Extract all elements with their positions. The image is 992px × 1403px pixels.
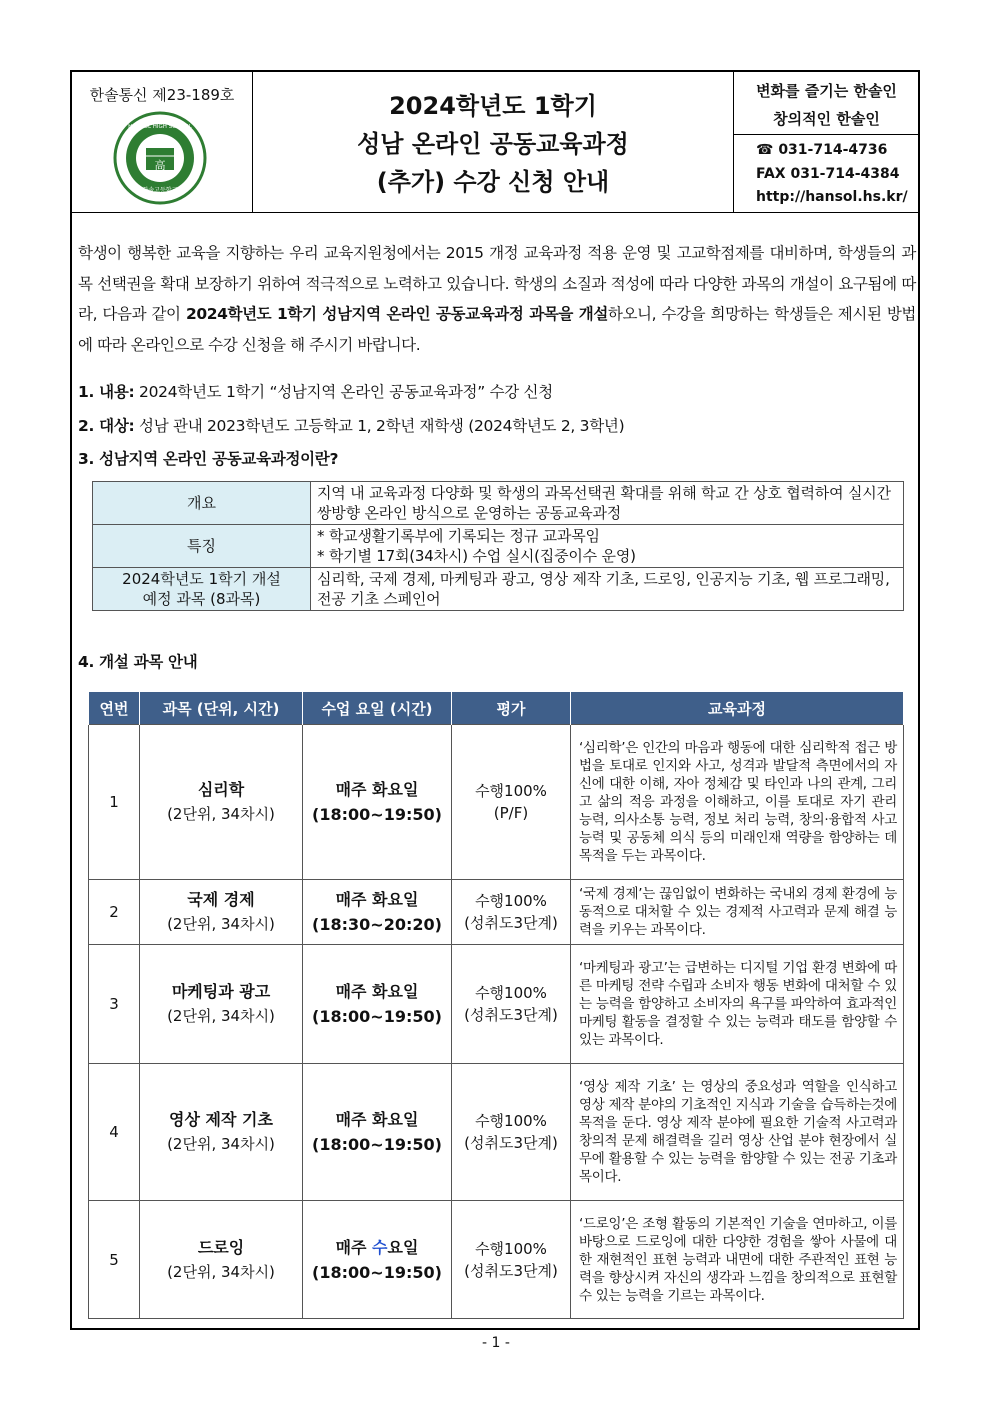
- fax-number: FAX 031-714-4384: [756, 166, 900, 182]
- course-time: (18:00~19:50): [312, 805, 442, 824]
- title-line-2: 성남 온라인 공동교육과정: [357, 130, 629, 158]
- course-time: (18:00~19:50): [312, 1135, 442, 1154]
- title-line-1: 2024학년도 1학기: [389, 92, 597, 120]
- course-name: 마케팅과 광고: [171, 982, 271, 1001]
- course-description: ‘드로잉’은 조형 활동의 기본적인 기술을 연마하고, 이를 바탕으로 드로잉에 대한 다양한 경험을 쌓아 사물에 대한 재현적인 표현 능력과 내면에 대한 주관적인 표현 능력을 향상시켜 자신의 생각과 느낌을 창의적으로 표현할 수 있는 능력을 기르는 과목이다.: [571, 1201, 904, 1319]
- course-schedule: [303, 725, 452, 880]
- page-number: - 1 -: [482, 1335, 510, 1351]
- course-eval-1: 수행100%: [475, 892, 547, 910]
- header-right-panel: [733, 72, 919, 212]
- newsletter-frame: [70, 70, 920, 1330]
- course-no: 5: [89, 1201, 140, 1319]
- course-day: 매주 화요일: [335, 780, 419, 799]
- course-description: ‘국제 경제’는 끊임없이 변화하는 국내외 경제 환경에 능동적으로 대처할 수 있는 경제적 사고력과 문제 해결 능력을 키우는 과목이다.: [571, 880, 904, 945]
- planned-courses-key-1: 2024학년도 1학기 개설: [122, 570, 281, 588]
- feature-line-1: * 학교생활기록부에 기록되는 정규 교과목임: [317, 527, 600, 545]
- overview-row: [93, 525, 904, 568]
- slogan-2: 창의적인 한솔인: [773, 110, 880, 128]
- course-day: 매주 화요일: [335, 1110, 419, 1129]
- course-day-highlight: 수: [372, 1237, 388, 1257]
- course-schedule: [303, 1201, 452, 1319]
- course-description: ‘심리학’은 인간의 마음과 행동에 대한 심리학적 접근 방법을 토대로 인지와 사고, 성격과 발달적 측면에서의 자신에 대한 이해, 자아 정체감 및 타인과 나의 관계, 그리고 삶의 적응 과정을 이해하고, 이를 토대로 자기 관리 능력, 의사소통 능력, 정보 처리 능력, 창의·융합적 사고능력 및 공동체 의식 등의 미래인재 역량을 함양하는 데 목적을 두는 과목이다.: [571, 725, 904, 880]
- item-content-text: 2024학년도 1학기 “성남지역 온라인 공동교육과정” 수강 신청: [134, 383, 553, 401]
- planned-courses-key-2: 예정 과목 (8과목): [142, 590, 261, 608]
- course-no: 4: [89, 1064, 140, 1201]
- slogan-divider: [734, 134, 919, 135]
- course-name: 국제 경제: [187, 890, 255, 909]
- course-eval-2: (성취도3단계): [464, 1261, 558, 1280]
- course-eval-2: (P/F): [493, 804, 529, 822]
- item-content-label: 1. 내용:: [78, 383, 135, 401]
- course-no: 1: [89, 725, 140, 880]
- course-schedule: [303, 880, 452, 945]
- logo-top-text: HANSOL HIGH SCHOOL: [128, 124, 192, 130]
- course-eval-1: 수행100%: [475, 984, 547, 1002]
- overview-key: 개요: [93, 482, 311, 525]
- newsletter-header: [72, 72, 918, 213]
- title-line-3: (추가) 수강 신청 안내: [376, 168, 610, 196]
- item-courses-heading: [78, 650, 197, 672]
- course-description: ‘마케팅과 광고’는 급변하는 디지털 기업 환경 변화에 따른 마케팅 전략 수립과 소비자 행동 변화에 대처할 수 있는 능력을 함양하고 소비자의 욕구를 파악하여 효과적인 마케팅 활동을 결정할 수 있는 능력과 태도를 함양할 수 있는 과목이다.: [571, 945, 904, 1064]
- slogan-1: 변화를 즐기는 한솔인: [756, 82, 897, 100]
- col-header-subject: 과목 (단위, 시간): [140, 692, 303, 725]
- course-row: [89, 1064, 904, 1201]
- item-target-label: 2. 대상:: [78, 417, 135, 435]
- course-day-suffix: 요일: [387, 1237, 419, 1257]
- course-subject: [140, 945, 303, 1064]
- item-target: [78, 414, 624, 436]
- course-eval: [452, 725, 571, 880]
- course-eval: [452, 945, 571, 1064]
- course-row: [89, 725, 904, 880]
- col-header-eval: 평가: [452, 692, 571, 725]
- course-schedule: [303, 945, 452, 1064]
- course-name: 드로잉: [197, 1237, 245, 1257]
- course-unit: (2단위, 34차시): [167, 1135, 275, 1153]
- course-eval-2: (성취도3단계): [464, 1134, 558, 1152]
- overview-value: [311, 525, 904, 568]
- item-courses-text: 4. 개설 과목 안내: [78, 653, 198, 671]
- overview-value: 지역 내 교육과정 다양화 및 학생의 과목선택권 확대를 위해 학교 간 상호 협력하여 실시간 쌍방향 온라인 방식으로 운영하는 공동교육과정: [311, 482, 904, 525]
- intro-text-1: 학생이 행복한 교육을 지향하는 우리 교육지원청에서는 2015 개정 교육과정 적용 운영 및 고교학점제를 대비하며, 학생들의 과목 선택권을 확대 보장하기 위하여 적극적으로 노력하고 있습니다. 학생의 소질과 적성에 따라 다양한 과목의 개설이 요구됨에 따라, 다음과 같이: [78, 244, 916, 323]
- course-schedule: [303, 1064, 452, 1201]
- item-target-text: 성남 관내 2023학년도 고등학교 1, 2학년 재학생 (2024학년도 2, 3학년): [134, 417, 625, 435]
- course-eval: [452, 1064, 571, 1201]
- course-eval-1: 수행100%: [475, 1112, 547, 1130]
- course-eval-1: 수행100%: [475, 782, 547, 800]
- course-eval: [452, 1201, 571, 1319]
- school-logo-icon: [112, 110, 208, 206]
- course-eval: [452, 880, 571, 945]
- overview-row: [93, 568, 904, 611]
- course-time: (18:00~19:50): [312, 1007, 442, 1026]
- course-name: 영상 제작 기초: [169, 1110, 273, 1129]
- intro-paragraph: [78, 238, 916, 360]
- school-url[interactable]: http://hansol.hs.kr/: [756, 189, 908, 205]
- course-unit: (2단위, 34차시): [167, 1007, 275, 1025]
- course-day: [304, 1235, 450, 1260]
- overview-value: 심리학, 국제 경제, 마케팅과 광고, 영상 제작 기초, 드로잉, 인공지능 기초, 웹 프로그래밍, 전공 기초 스페인어: [311, 568, 904, 611]
- course-row: [89, 1201, 904, 1319]
- course-subject: [140, 880, 303, 945]
- col-header-day: 수업 요일 (시간): [303, 692, 452, 725]
- course-day: 매주 화요일: [335, 890, 419, 909]
- course-name: 심리학: [197, 780, 245, 799]
- course-day-prefix: 매주: [335, 1237, 373, 1257]
- course-unit: (2단위, 34차시): [167, 1262, 275, 1281]
- intro-bold-text: 2024학년도 1학기 성남지역 온라인 공동교육과정 과목을 개설: [185, 305, 608, 323]
- col-header-no: 연번: [89, 692, 140, 725]
- course-time: (18:30~20:20): [312, 915, 442, 934]
- course-day: 매주 화요일: [335, 982, 419, 1001]
- course-eval-1: 수행100%: [475, 1239, 547, 1258]
- overview-key: [93, 568, 311, 611]
- feature-line-2: * 학기별 17회(34차시) 수업 실시(집중이수 운영): [317, 547, 636, 565]
- issue-number: 한솔통신 제23-189호: [89, 86, 235, 104]
- course-unit: (2단위, 34차시): [167, 915, 275, 933]
- course-no: 3: [89, 945, 140, 1064]
- intro-text-2: 하오니, 수강을 희망하는 학생들은 제시된 방법에 따라 온라인으로 수강 신청을 해 주시기 바랍니다.: [78, 305, 916, 354]
- course-time: (18:00~19:50): [312, 1262, 442, 1282]
- header-title-panel: [253, 72, 733, 212]
- overview-table: [92, 481, 904, 611]
- item-definition-text: 3. 성남지역 온라인 공동교육과정이란?: [78, 450, 339, 468]
- course-row: [89, 880, 904, 945]
- header-left-panel: [72, 72, 253, 212]
- phone-number: ☎ 031-714-4736: [756, 142, 888, 158]
- logo-bottom-text: 한솔고등학교: [142, 187, 178, 194]
- course-subject: [140, 1064, 303, 1201]
- overview-row: [93, 482, 904, 525]
- item-content: [78, 380, 553, 402]
- course-table: [88, 691, 904, 1319]
- course-no: 2: [89, 880, 140, 945]
- course-unit: (2단위, 34차시): [167, 805, 275, 823]
- col-header-curriculum: 교육과정: [571, 692, 904, 725]
- course-row: [89, 945, 904, 1064]
- course-subject: [140, 1201, 303, 1319]
- course-table-header: [89, 692, 904, 725]
- overview-key: 특징: [93, 525, 311, 568]
- course-subject: [140, 725, 303, 880]
- item-definition-heading: [78, 447, 338, 469]
- logo-center-text: 高: [154, 159, 166, 172]
- course-eval-2: (성취도3단계): [464, 914, 558, 932]
- course-eval-2: (성취도3단계): [464, 1006, 558, 1024]
- course-description: ‘영상 제작 기초’ 는 영상의 중요성과 역할을 인식하고 영상 제작 분야의 기초적인 지식과 기술을 습득하는것에 목적을 둔다. 영상 제작 분야에 필요한 기술적 사고력과 창의적 문제 해결력을 길러 영상 산업 분야 현장에서 실무에 활용할 수 있는 능력을 함양할 수 있는 전공 기초과목이다.: [571, 1064, 904, 1201]
